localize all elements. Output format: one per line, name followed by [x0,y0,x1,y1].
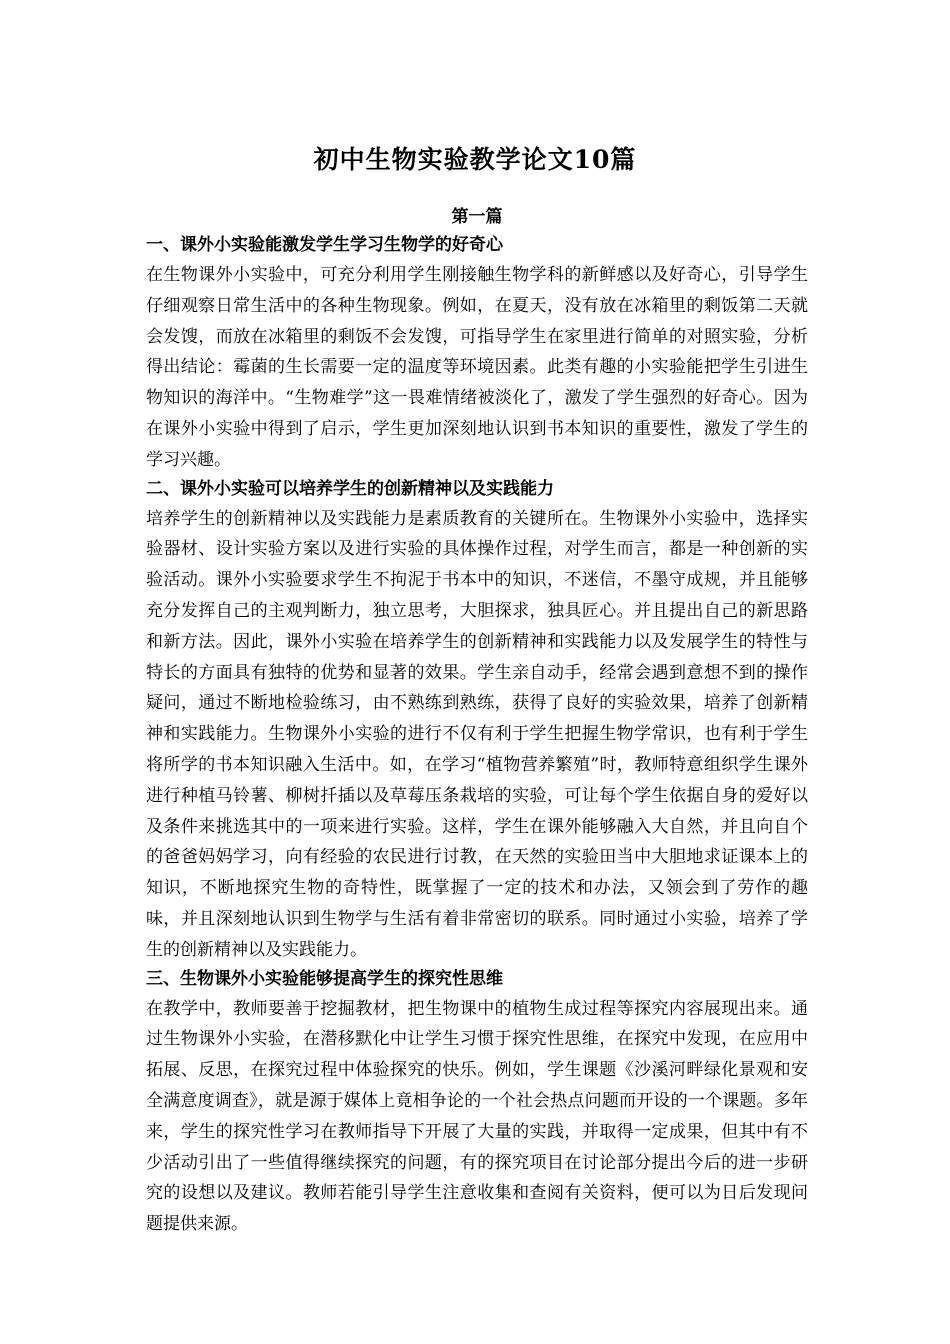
document-title: 初中生物实验教学论文10篇 [313,145,637,174]
section-body-2: 培养学生的创新精神以及实践能力是素质教育的关键所在。生物课外小实验中，选择实验器材、设计实验方案以及进行实验的具体操作过程，对学生而言，都是一种创新的实验活动。课外小实验要求学生不拘泥于书本中的知识，不迷信，不墨守成规，并且能够充分发挥自己的主观判断力，独立思考，大胆探求，独具匠心。并且提出自己的新思路和新方法。因此，课外小实验在培养学生的创新精神和实践能力以及发展学生的特性与特长的方面具有独特的优势和显著的效果。学生亲自动手，经常会遇到意想不到的操作疑问，通过不断地检验练习，由不熟练到熟练，获得了良好的实验效果，培养了创新精神和实践能力。生物课外小实验的进行不仅有利于学生把握生物学常识，也有利于学生将所学的书本知识融入生活中。如，在学习“植物营养繁殖”时，教师特意组织学生课外进行种植马铃薯、柳树扦插以及草莓压条栽培的实验，可让每个学生依据自身的爱好以及条件来挑选其中的一项来进行实验。这样，学生在课外能够融入大自然，并且向自个的爸爸妈妈学习，向有经验的农民进行讨教，在天然的实验田当中大胆地求证课本上的知识，不断地探究生物的奇特性，既掌握了一定的技术和办法，又领会到了劳作的趣味，并且深刻地认识到生物学与生活有着非常密切的联系。同时通过小实验，培养了学生的创新精神以及实践能力。 [146,508,808,960]
section-label: 第一篇 [451,207,503,227]
section-body-3: 在教学中，教师要善于挖掘教材，把生物课中的植物生成过程等探究内容展现出来。通过生物课外小实验，在潜移默化中让学生习惯于探究性思维，在探究中发现，在应用中拓展、反思，在探究过程中体验探究的快乐。例如，学生课题《沙溪河畔绿化景观和安全满意度调查》，就是源于媒体上竟相争论的一个社会热点问题而开设的一个课题。多年来，学生的探究性学习在教师指导下开展了大量的实践，并取得一定成果，但其中有不少活动引出了一些值得继续探究的问题，有的探究项目在讨论部分提出今后的进一步研究的设想以及建议。教师若能引导学生注意收集和查阅有关资料，便可以为日后发现问题提供来源。 [146,998,808,1235]
section-body-1: 在生物课外小实验中，可充分利用学生刚接触生物学科的新鲜感以及好奇心，引导学生仔细观察日常生活中的各种生物现象。例如，在夏天，没有放在冰箱里的剩饭第二天就会发馊，而放在冰箱里的剩饭不会发馊，可指导学生在家里进行简单的对照实验，分析得出结论：霉菌的生长需要一定的温度等环境因素。此类有趣的小实验能把学生引进生物知识的海洋中。“生物难学”这一畏难情绪被淡化了，激发了学生强烈的好奇心。因为在课外小实验中得到了启示，学生更加深刻地认识到书本知识的重要性，激发了学生的学习兴趣。 [146,265,808,470]
section-heading-3: 三、生物课外小实验能够提高学生的探究性思维 [146,968,503,989]
section-heading-1: 一、课外小实验能激发学生学习生物学的好奇心 [146,235,503,255]
document-content [146,204,808,1240]
section-heading-2: 二、课外小实验可以培养学生的创新精神以及实践能力 [146,478,554,499]
